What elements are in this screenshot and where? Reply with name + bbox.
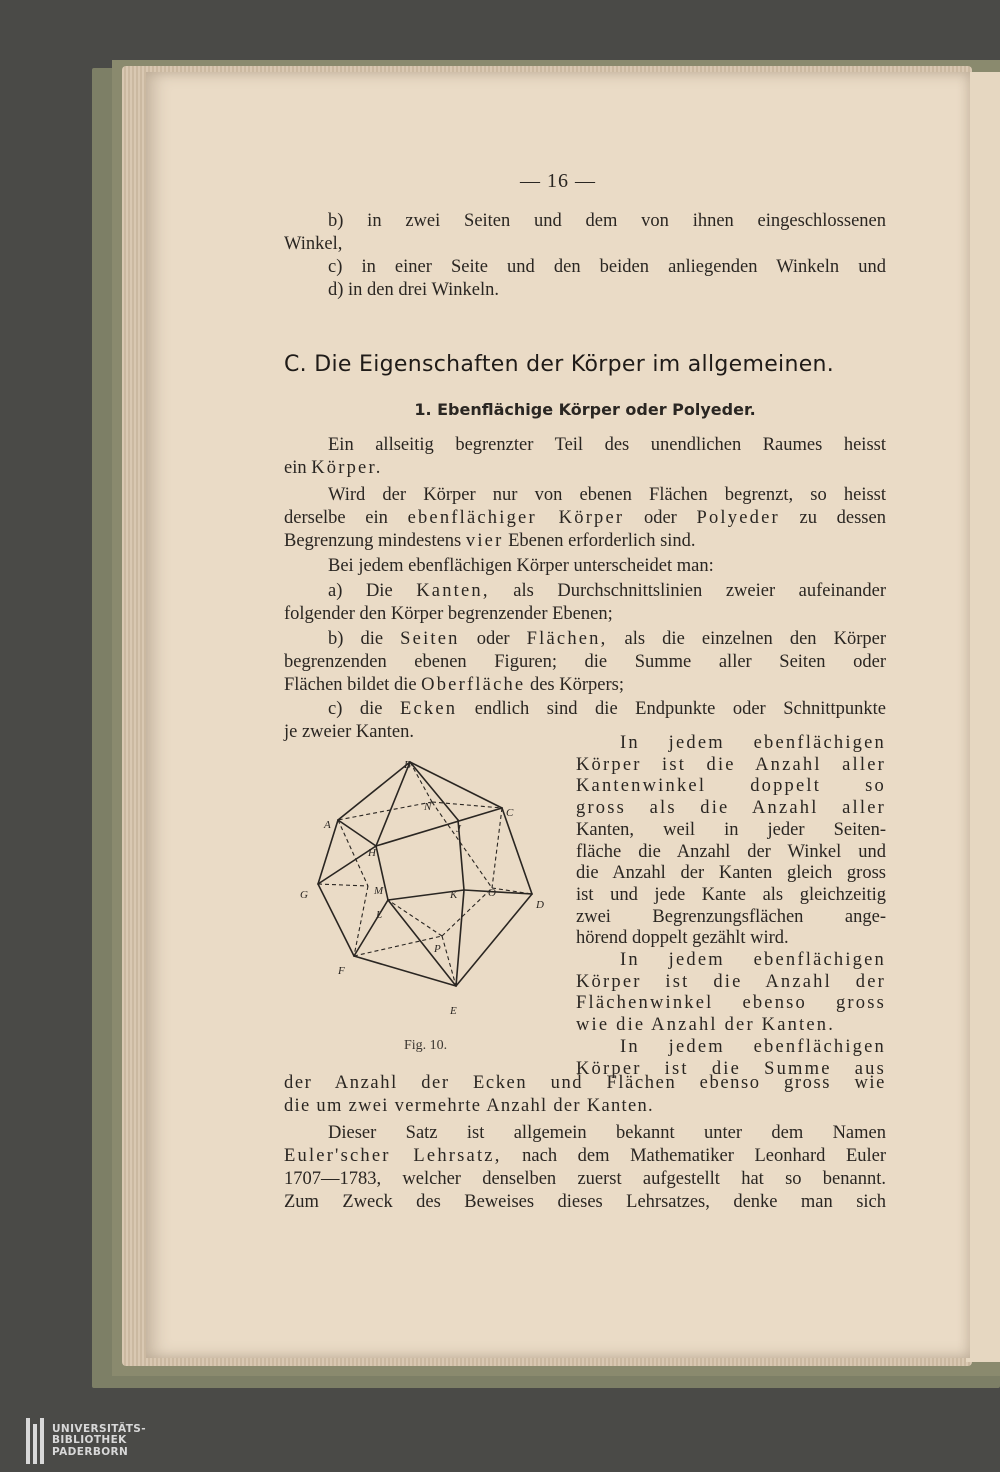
item-b-text-a: b) die [328,629,401,649]
right-col-p1-line7 [576,862,886,885]
intro-item-d-block [284,279,886,302]
right-col-text: wie die Anzahl der Kanten. [576,1015,836,1036]
para1-text: ein [284,458,312,478]
para-euler [284,1072,886,1095]
right-col-p1-line10 [576,927,886,950]
right-col-text: die Anzahl der Kanten gleich gross [576,863,886,884]
right-col-text: Flächenwinkel ebenso gross [576,993,886,1014]
right-col-p1-line1 [576,732,886,755]
library-logo-line1: UNIVERSITÄTS- [52,1422,147,1435]
para-last-l4 [284,1191,886,1214]
vertex-label-c: C [506,807,514,819]
para2-l2 [284,507,886,530]
section-heading: C. Die Eigenschaften der Körper im allgemeinen. [284,352,835,377]
vertex-label-j: J [456,823,461,835]
item-a-line1 [284,580,886,603]
para-last-line4: Zum Zweck des Beweises dieses Lehrsatzes, denke man sich [284,1192,886,1212]
term-vier: vier [465,531,504,551]
item-b-line2: begrenzenden ebenen Figuren; die Summe aller Seiten oder [284,652,886,672]
right-col-text: Kanten, weil in jeder Seiten- [576,819,886,840]
para3-line1: Bei jedem ebenflächigen Körper unterscheidet man: [328,556,714,576]
page-number: — 16 — [520,170,596,192]
right-col-p2-line1 [576,949,886,972]
right-col-p1-line9 [576,906,886,929]
right-col-text: gross als die Anzahl aller [576,798,886,819]
right-col-text: hörend doppelt gezählt wird. [576,928,789,949]
right-col-text: In jedem ebenflächigen [620,1036,886,1057]
para1-line2 [284,457,886,480]
para-euler-line1: der Anzahl der Ecken und Flächen ebenso gross wie [284,1073,886,1093]
term-oberflaeche: Oberfläche [421,675,526,695]
right-col-p1-line2 [576,754,886,777]
para-last [284,1122,886,1145]
item-c-line2: je zweier Kanten. [284,722,414,742]
intro-item-b-line2: Winkel, [284,234,343,254]
term-kanten: Kanten, [416,581,490,601]
para-last-l2 [284,1145,886,1168]
right-col-p2-line4 [576,1014,886,1037]
intro-item-b: b) in zwei Seiten und dem von ihnen eingeschlossenen [328,211,886,231]
para1-line1: Ein allseitig begrenzter Teil des unendlichen Raumes heisst [328,435,886,455]
vertex-label-n: N [424,801,432,813]
intro-item-d: d) in den drei Winkeln. [328,280,500,300]
intro-item-c: c) in einer Seite und den beiden anliegenden Winkeln und [328,257,886,277]
term-ecken: Ecken [400,699,458,719]
item-b-l2 [284,651,886,674]
term-polyeder: Polyeder [696,508,780,528]
para2-l3 [284,530,886,553]
item-a-cont [284,603,886,626]
library-logo-text [52,1424,146,1459]
right-col-p1-line5 [576,819,886,842]
right-col-text: Körper ist die Summe aus [576,1058,886,1079]
vertex-label-o: O [488,887,496,899]
vertex-label-f: F [338,965,345,977]
para2-line3 [284,530,886,553]
figure-caption: Fig. 10. [404,1038,448,1053]
item-c-line1 [284,698,886,721]
item-a-text-c: als Durchschnittslinien zweier aufeinander [489,581,886,601]
vertex-label-l: L [376,909,383,921]
right-col-text: In jedem ebenflächigen [620,950,886,970]
para2-text-l3c: Ebenen erforderlich sind. [503,531,696,551]
right-col-text: zwei Begrenzungsflächen ange- [576,906,886,927]
intro-list [284,210,886,233]
polyhedron-figure [296,758,556,1017]
para-euler-cont [284,1095,886,1118]
item-b-text-l3c: des Körpers; [525,675,624,695]
vertex-label-p: P [434,943,441,955]
term-eulerscher-lehrsatz: Euler'scher Lehrsatz, [284,1146,502,1166]
right-col-text: fläche die Anzahl der Winkel und [576,841,886,862]
para2-text-a: derselbe ein [284,508,408,528]
para2 [284,484,886,507]
vertex-label-m: M [374,885,384,897]
para1-cont [284,457,886,480]
library-logo-line2: BIBLIOTHEK [52,1434,127,1447]
term-koerper: Körper. [311,458,383,478]
item-b-text-l3a: Flächen bildet die [284,675,422,695]
item-b [284,628,886,651]
item-b-text-e: als die einzelnen den Körper [607,629,886,649]
term-flaechen: Flächen, [526,629,608,649]
vertex-label-g: G [300,889,308,901]
para2-text-e: zu dessen [779,508,886,528]
item-c-text-c: endlich sind die Endpunkte oder Schnittpunkte [457,699,886,719]
right-col-text: ist und jede Kante als gleichzeitig [576,884,886,905]
right-col-p1-line8 [576,884,886,907]
item-a-line2: folgender den Körper begrenzender Ebenen; [284,604,613,624]
item-c [284,698,886,721]
item-b-line3 [284,674,886,697]
right-col-text: Körper ist die Anzahl aller [576,754,886,775]
intro-item-b-cont [284,233,886,256]
intro-item-c-block [284,256,886,279]
right-col-text: In jedem ebenflächigen [620,733,886,753]
right-col-p1-line4 [576,797,886,820]
item-a [284,580,886,603]
item-b-line1 [284,628,886,651]
right-col-p1-line3 [576,775,886,798]
right-col-text: Körper ist die Anzahl der [576,971,886,992]
subsection-heading: 1. Ebenflächige Körper oder Polyeder. [414,400,756,419]
para3 [284,555,886,578]
para2-text-l3a: Begrenzung mindestens [284,531,466,551]
item-a-text-a: a) Die [328,581,417,601]
right-col-p1-line6 [576,841,886,864]
item-b-text-c: oder [459,629,527,649]
para-last-l3 [284,1168,886,1191]
library-logo [26,1418,146,1464]
right-col-p2-line3 [576,992,886,1015]
vertex-label-b: B [404,759,411,771]
term-ebenflaechiger-koerper: ebenflächiger Körper [407,508,625,528]
right-col-p3-line1 [576,1036,886,1059]
para2-line2 [284,507,886,530]
para-last-line3: 1707—1783, welcher denselben zuerst aufgestellt hat so benannt. [284,1169,886,1189]
term-seiten: Seiten [400,629,460,649]
right-col-text: Kantenwinkel doppelt so [576,776,886,797]
item-b-l3 [284,674,886,697]
para-euler-line2: die um zwei vermehrte Anzahl der Kanten. [284,1096,654,1116]
para1 [284,434,886,457]
vertex-label-h: H [368,847,376,859]
para-last-text-b: nach dem Mathematiker Leonhard Euler [501,1146,887,1166]
right-col-p2-line2 [576,971,886,994]
para2-line1: Wird der Körper nur von ebenen Flächen begrenzt, so heisst [328,485,886,505]
library-logo-icon [26,1418,44,1464]
para2-text-c: oder [624,508,697,528]
para-last-line2 [284,1145,886,1168]
para-last-line1: Dieser Satz ist allgemein bekannt unter dem Namen [328,1123,886,1143]
library-logo-line3: PADERBORN [52,1445,129,1458]
book-page [146,72,970,1358]
item-c-text-a: c) die [328,699,400,719]
vertex-label-d: D [536,899,544,911]
vertex-label-k: K [450,889,458,901]
vertex-label-e: E [450,1005,457,1017]
vertex-label-a: A [324,819,331,831]
next-page-edge [966,72,1000,1362]
